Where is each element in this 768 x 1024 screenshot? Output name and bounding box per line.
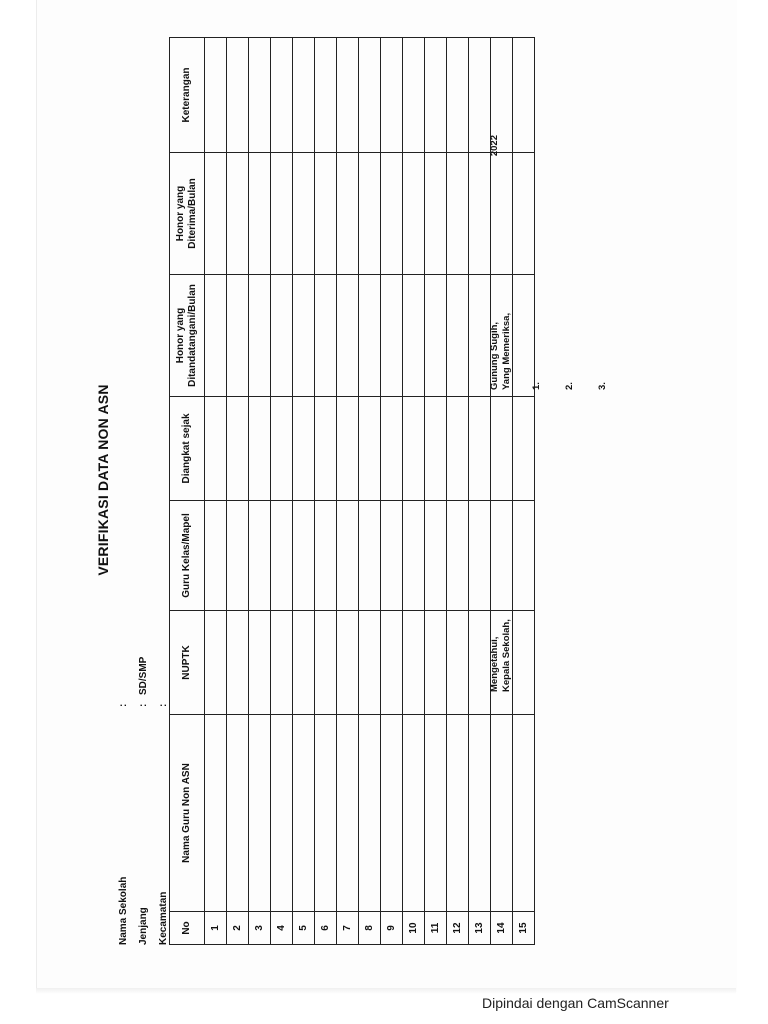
row-number-cell: 5 [293, 912, 315, 945]
examiner-label: Yang Memeriksa, [501, 312, 512, 390]
principal-label: Kepala Sekolah, [501, 619, 512, 692]
empty-cell [227, 275, 249, 397]
table-header-row [170, 38, 205, 945]
empty-cell [315, 275, 337, 397]
empty-cell [271, 611, 293, 715]
column-header-nuptk: NUPTK [170, 611, 205, 715]
table-row [337, 38, 359, 945]
empty-cell [315, 153, 337, 275]
table-row [381, 38, 403, 945]
examiner-list [531, 130, 630, 390]
table-row [249, 38, 271, 945]
empty-cell [337, 153, 359, 275]
empty-cell [359, 501, 381, 611]
empty-cell [403, 501, 425, 611]
empty-cell [249, 397, 271, 501]
table-row [271, 38, 293, 945]
empty-cell [425, 715, 447, 912]
empty-cell [425, 611, 447, 715]
empty-cell [271, 715, 293, 912]
empty-cell [381, 153, 403, 275]
table-row [359, 38, 381, 945]
empty-cell [381, 397, 403, 501]
field-nama-sekolah [113, 657, 133, 945]
examiner-item: 3. [597, 382, 608, 390]
place-date-row [489, 135, 501, 390]
empty-cell [469, 611, 491, 715]
empty-cell [469, 397, 491, 501]
field-value: SD/SMP [137, 656, 149, 695]
column-header-diangkat: Diangkat sejak [170, 397, 205, 501]
empty-cell [293, 397, 315, 501]
empty-cell [425, 38, 447, 153]
empty-cell [359, 38, 381, 153]
empty-cell [293, 715, 315, 912]
row-number-cell: 11 [425, 912, 447, 945]
empty-cell [227, 153, 249, 275]
empty-cell [381, 275, 403, 397]
row-number-cell: 2 [227, 912, 249, 945]
examiner-signature-block [489, 130, 630, 390]
row-number-cell: 14 [491, 912, 513, 945]
empty-cell [447, 397, 469, 501]
acknowledged-label: Mengetahui, [489, 636, 500, 692]
column-header-no: No [170, 912, 205, 945]
column-header-keterangan: Keterangan [170, 38, 205, 153]
scanner-watermark: Dipindai dengan CamScanner [482, 995, 669, 1011]
table-row [425, 38, 447, 945]
empty-cell [337, 397, 359, 501]
empty-cell [205, 501, 227, 611]
empty-cell [337, 38, 359, 153]
empty-cell [249, 501, 271, 611]
empty-cell [447, 153, 469, 275]
empty-cell [271, 38, 293, 153]
document-title: VERIFIKASI DATA NON ASN [95, 384, 111, 576]
empty-cell [359, 715, 381, 912]
table-row [293, 38, 315, 945]
table-row [469, 38, 491, 945]
signature-section [489, 15, 608, 945]
empty-cell [425, 397, 447, 501]
table-row [403, 38, 425, 945]
empty-cell [227, 611, 249, 715]
table-row [205, 38, 227, 945]
table-row [315, 38, 337, 945]
empty-cell [227, 715, 249, 912]
empty-cell [469, 501, 491, 611]
field-label: Jenjang [137, 907, 149, 945]
empty-cell [403, 715, 425, 912]
field-label: Kecamatan [157, 891, 169, 945]
non-asn-data-table [169, 37, 535, 945]
empty-cell [337, 715, 359, 912]
empty-cell [403, 38, 425, 153]
empty-cell [315, 611, 337, 715]
principal-signature-block [489, 619, 513, 692]
empty-cell [403, 611, 425, 715]
empty-cell [205, 38, 227, 153]
empty-cell [337, 611, 359, 715]
empty-cell [315, 38, 337, 153]
column-header-nama-guru: Nama Guru Non ASN [170, 715, 205, 912]
column-header-honor-ditandatangani: Honor yang Ditandatangani/Bulan [170, 275, 205, 397]
empty-cell [205, 275, 227, 397]
field-colon: : [117, 703, 129, 707]
empty-cell [293, 611, 315, 715]
empty-cell [271, 275, 293, 397]
empty-cell [227, 501, 249, 611]
column-header-honor-diterima: Honor yang Diterima/Bulan [170, 153, 205, 275]
column-header-guru-kelas: Guru Kelas/Mapel [170, 501, 205, 611]
empty-cell [381, 38, 403, 153]
empty-cell [381, 715, 403, 912]
empty-cell [403, 153, 425, 275]
empty-cell [337, 275, 359, 397]
empty-cell [425, 501, 447, 611]
scan-edge [36, 988, 736, 994]
empty-cell [359, 397, 381, 501]
row-number-cell: 13 [469, 912, 491, 945]
empty-cell [403, 275, 425, 397]
empty-cell [293, 275, 315, 397]
empty-cell [447, 715, 469, 912]
examiner-item: 2. [564, 382, 575, 390]
empty-cell [469, 715, 491, 912]
examiner-item: 1. [531, 382, 542, 390]
empty-cell [271, 153, 293, 275]
empty-cell [293, 153, 315, 275]
empty-cell [205, 715, 227, 912]
row-number-cell: 1 [205, 912, 227, 945]
empty-cell [271, 501, 293, 611]
empty-cell [447, 38, 469, 153]
table-body [205, 38, 535, 945]
empty-cell [315, 501, 337, 611]
empty-cell [205, 153, 227, 275]
empty-cell [425, 275, 447, 397]
empty-cell [249, 153, 271, 275]
empty-cell [381, 611, 403, 715]
field-colon: : [137, 703, 149, 707]
row-number-cell: 6 [315, 912, 337, 945]
empty-cell [469, 38, 491, 153]
empty-cell [381, 501, 403, 611]
table-row [227, 38, 249, 945]
empty-cell [359, 153, 381, 275]
empty-cell [315, 715, 337, 912]
empty-cell [447, 611, 469, 715]
year-label: 2022 [489, 135, 500, 157]
row-number-cell: 7 [337, 912, 359, 945]
empty-cell [359, 611, 381, 715]
form-header-fields [113, 657, 173, 945]
empty-cell [359, 275, 381, 397]
empty-cell [337, 501, 359, 611]
row-number-cell: 15 [513, 912, 535, 945]
row-number-cell: 3 [249, 912, 271, 945]
empty-cell [403, 397, 425, 501]
empty-cell [205, 611, 227, 715]
row-number-cell: 8 [359, 912, 381, 945]
empty-cell [315, 397, 337, 501]
field-colon: : [157, 703, 169, 707]
empty-cell [447, 275, 469, 397]
field-jenjang [133, 657, 153, 945]
field-label: Nama Sekolah [117, 876, 129, 945]
empty-cell [469, 153, 491, 275]
empty-cell [425, 153, 447, 275]
empty-cell [249, 611, 271, 715]
empty-cell [469, 275, 491, 397]
empty-cell [249, 275, 271, 397]
empty-cell [249, 38, 271, 153]
empty-cell [447, 501, 469, 611]
row-number-cell: 12 [447, 912, 469, 945]
empty-cell [249, 715, 271, 912]
row-number-cell: 4 [271, 912, 293, 945]
verification-form [95, 15, 608, 945]
empty-cell [205, 397, 227, 501]
empty-cell [293, 501, 315, 611]
empty-cell [227, 38, 249, 153]
empty-cell [293, 38, 315, 153]
place-label: Gunung Sugih, [489, 321, 500, 390]
row-number-cell: 9 [381, 912, 403, 945]
row-number-cell: 10 [403, 912, 425, 945]
empty-cell [271, 397, 293, 501]
empty-cell [227, 397, 249, 501]
table-row [447, 38, 469, 945]
